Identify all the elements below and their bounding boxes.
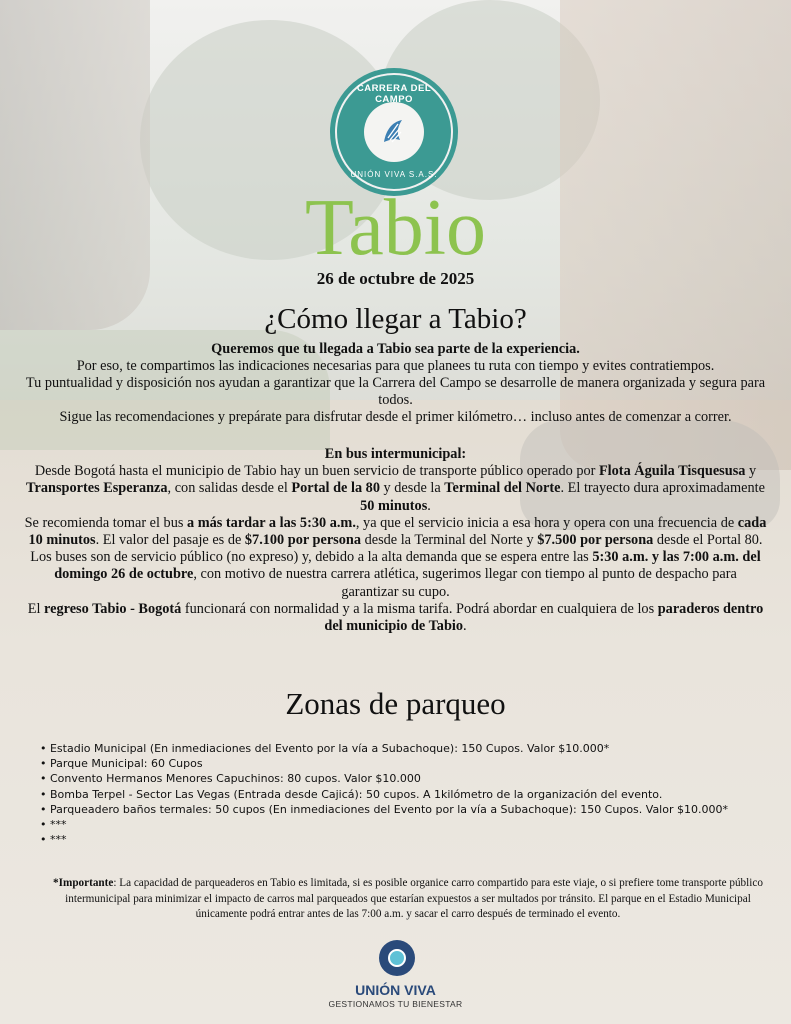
runner-icon [364,102,424,162]
intro-paragraph: Por eso, te compartimos las indicaciones necesarias para que planees tu ruta con tiempo y evites contratiempos. [76,358,715,374]
intro-lead: Queremos que tu llegada a Tabio sea parte de la experiencia. [211,341,580,357]
brand-name: UNIÓN VIVA [355,982,436,998]
note-label: *Importante [53,877,114,889]
parking-list [40,741,780,847]
list-item: • Parque Municipal: 60 Cupos [40,757,203,771]
carrera-del-campo-logo [330,68,458,196]
logo-bottom-text: UNIÓN VIVA S.A.S. [350,170,438,179]
bus-heading: En bus intermunicipal: [324,446,467,462]
bus-paragraph-2: Se recomienda tomar el bus a más tardar a las 5:30 a.m., ya que el servicio inicia a esa hora y opera con una frecuencia de cada 10 minutos. El valor del pasaje es de $7.100 por persona desde la Terminal del Norte y $7.500 por persona desde el Portal 80. [24,514,767,549]
intro-paragraph: Tu puntualidad y disposición nos ayudan a garantizar que la Carrera del Campo se desarrolle de manera organizada y segura para todos. [25,375,766,408]
brand-tagline: GESTIONAMOS TU BIENESTAR [328,999,463,1009]
list-item: • Estadio Municipal (En inmediaciones del Evento por la vía a Subachoque): 150 Cupos. Valor $10.000* [40,742,610,755]
event-title: Tabio [304,184,486,272]
intro-paragraph: Sigue las recomendaciones y prepárate para disfrutar desde el primer kilómetro… incluso antes de comenzar a correr. [59,409,732,425]
list-item: • Bomba Terpel - Sector Las Vegas (Entrada desde Cajicá): 50 cupos. A 1kilómetro de la organización del evento. [40,787,663,801]
note-text: : La capacidad de parqueaderos en Tabio es limitada, si es posible organice carro compartido para este viaje, o si prefiere tome transporte público intermunicipal para minimizar el impacto de carros mal parqueados que estarían expuestos a ser multados por tránsito. El parque en el Estadio Municipal únicamente podrá entrar antes de las 7:00 a.m. y sacar el carro después de terminado el evento. [65,877,763,920]
heading-zonas-parqueo: Zonas de parqueo [285,686,506,721]
union-viva-logo-icon [379,940,415,976]
bus-paragraph-1: Desde Bogotá hasta el municipio de Tabio hay un buen servicio de transporte público operado por Flota Águila Tisquesusa y Transportes Esperanza, con salidas desde el Portal de la 80 y desde la Terminal del Norte. El trayecto dura aproximadamente 50 minutos. [26,463,765,514]
bus-section [24,446,767,635]
heading-como-llegar: ¿Cómo llegar a Tabio? [264,303,527,335]
event-date: 26 de octubre de 2025 [316,269,475,288]
list-item: • Parqueadero baños termales: 50 cupos (En inmediaciones del Evento por la vía a Subachoque): 150 Cupos. Valor $10.000* [40,802,728,816]
logo-top-text: CARRERA DEL CAMPO [356,83,432,105]
important-note [48,876,768,923]
bus-paragraph-4: El regreso Tabio - Bogotá funcionará con normalidad y a la misma tarifa. Podrá abordar en cualquiera de los paraderos dentro del municipio de Tabio. [27,600,764,635]
bus-paragraph-3: Los buses son de servicio público (no expreso) y, debido a la alta demanda que se espera entre las 5:30 a.m. y las 7:00 a.m. del domingo 26 de octubre, con motivo de nuestra carrera atlética, sugerimos llegar con tiempo al punto de despacho para garantizar su cupo. [30,549,761,600]
list-item: • Convento Hermanos Menores Capuchinos: 80 cupos. Valor $10.000 [40,772,421,786]
list-item: • *** [40,833,67,847]
list-item: • *** [40,818,67,832]
intro-section [24,341,767,426]
